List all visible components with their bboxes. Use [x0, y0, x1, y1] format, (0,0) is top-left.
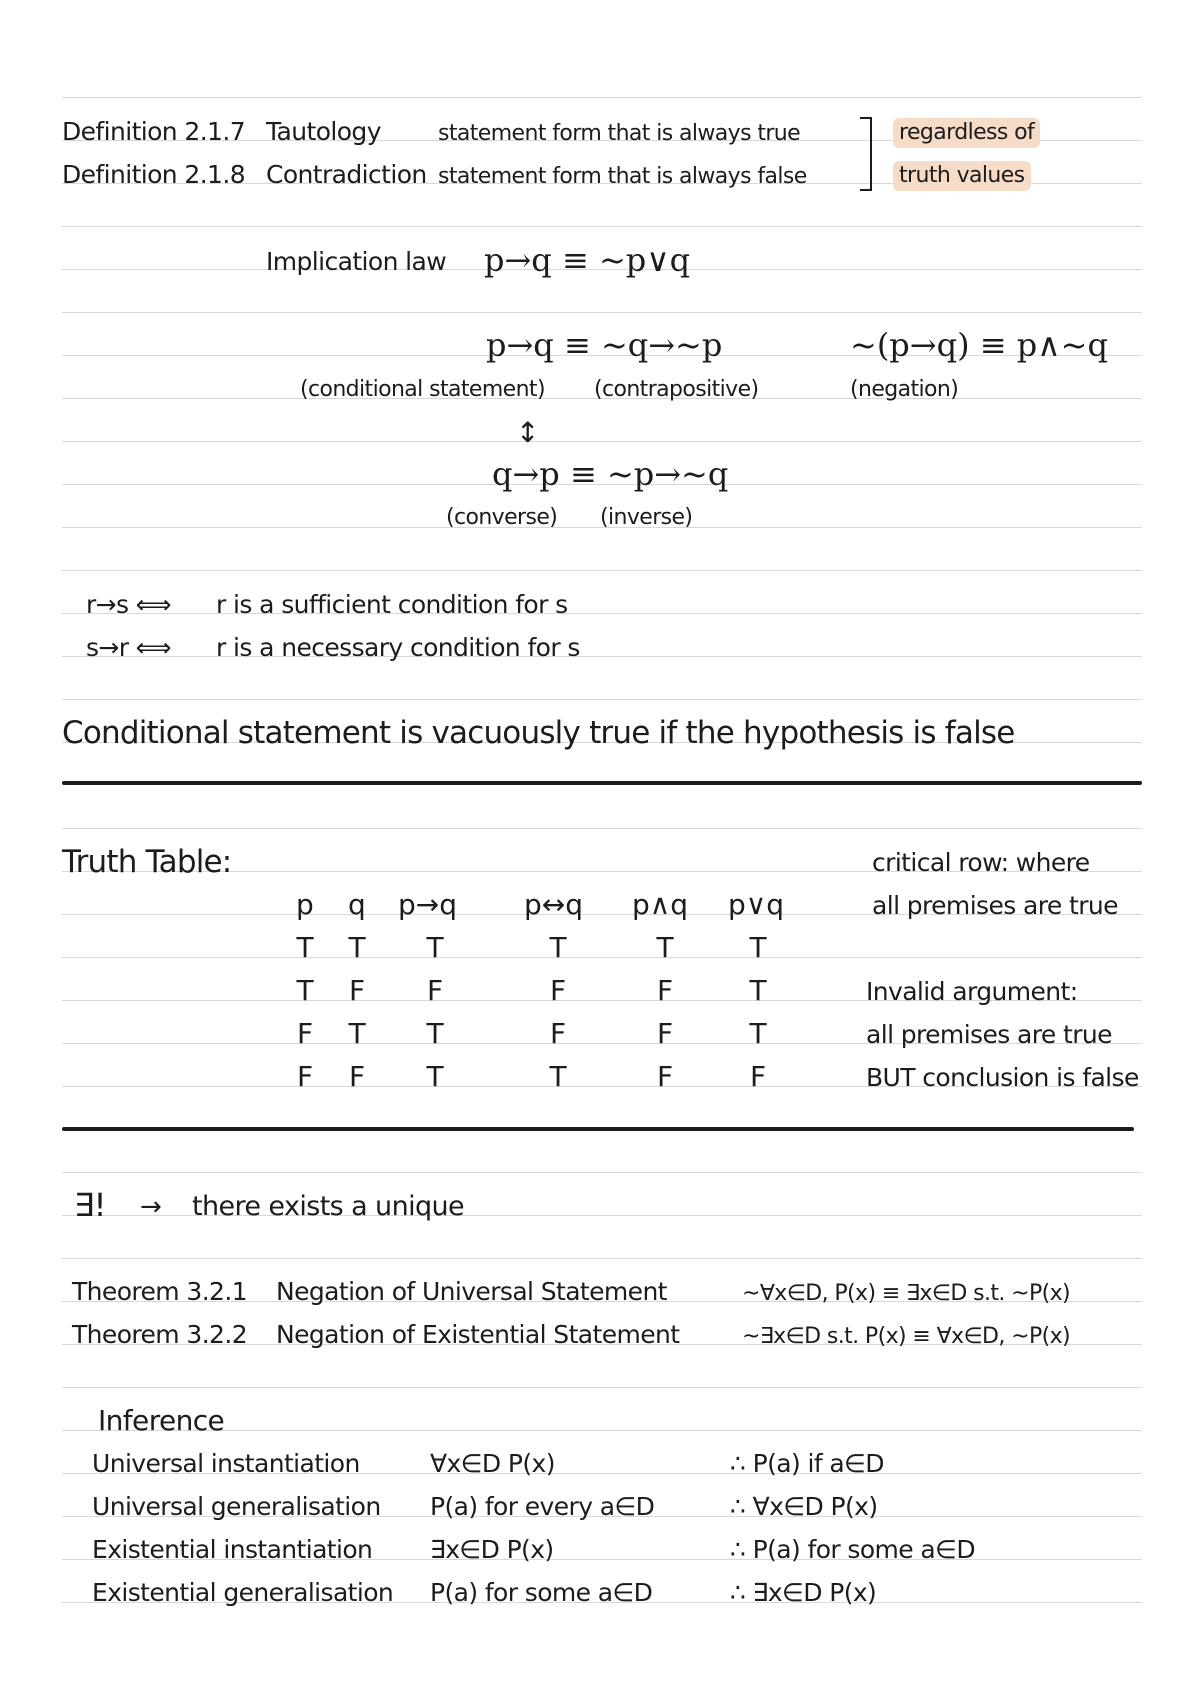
inference-conclusion: ∴ P(a) for some a∈D [730, 1535, 975, 1564]
table-cell: T [656, 931, 674, 964]
inference-title: Inference [98, 1404, 225, 1437]
table-cell: T [426, 1060, 444, 1093]
table-cell: T [426, 1017, 444, 1050]
invalid-argument-note: BUT conclusion is false [866, 1063, 1139, 1092]
inference-conclusion: ∴ ∃x∈D P(x) [730, 1578, 877, 1607]
unique-existence-text: there exists a unique [192, 1191, 465, 1222]
ruled-line [62, 1172, 1142, 1173]
theorem-label: Theorem 3.2.2 [72, 1320, 248, 1349]
ruled-line [62, 312, 1142, 313]
inference-conclusion: ∴ ∀x∈D P(x) [730, 1492, 878, 1521]
condition-text: r is a sufficient condition for s [216, 590, 568, 619]
inference-rule: Universal instantiation [92, 1449, 360, 1478]
inference-conclusion: ∴ P(a) if a∈D [730, 1449, 884, 1478]
ruled-line [62, 441, 1142, 442]
table-cell: F [656, 1060, 674, 1093]
definition-term: Tautology [266, 117, 381, 146]
table-cell: F [348, 974, 366, 1007]
condition-arrow: s→r ⟺ [86, 633, 172, 662]
ruled-line [62, 226, 1142, 227]
table-cell: F [549, 1017, 567, 1050]
theorem-name: Negation of Universal Statement [276, 1277, 667, 1306]
definition-term: Contradiction [266, 160, 427, 189]
table-cell: T [749, 931, 767, 964]
ruled-line [62, 1258, 1142, 1259]
arrow-icon: → [140, 1192, 162, 1222]
converse-formula: q→p ≡ ~p→~q [492, 455, 729, 493]
implication-law-label: Implication law [266, 247, 447, 276]
table-header-cell: q [348, 888, 366, 921]
critical-row-note: critical row: where [872, 848, 1090, 877]
table-cell: T [296, 931, 314, 964]
vacuous-truth-note: Conditional statement is vacuously true if the hypothesis is false [62, 715, 1015, 751]
highlighted-note: regardless of [893, 118, 1040, 148]
ruled-line [62, 828, 1142, 829]
critical-row-note: all premises are true [872, 891, 1118, 920]
negation-label: (negation) [850, 377, 959, 402]
theorem-formula: ~∀x∈D, P(x) ≡ ∃x∈D s.t. ~P(x) [742, 1281, 1071, 1306]
table-cell: F [426, 974, 444, 1007]
inference-rule: Universal generalisation [92, 1492, 381, 1521]
definition-description: statement form that is always true [438, 121, 801, 146]
table-cell: T [549, 1060, 567, 1093]
inference-rule: Existential generalisation [92, 1578, 394, 1607]
contrapositive-formula: p→q ≡ ~q→~p [486, 326, 723, 364]
definition-label: Definition 2.1.7 [62, 117, 246, 146]
table-header-cell: p∧q [632, 888, 689, 921]
negation-formula: ~(p→q) ≡ p∧~q [850, 326, 1108, 364]
table-cell: F [656, 1017, 674, 1050]
contrapositive-label: (contrapositive) [594, 377, 759, 402]
inference-rule: Existential instantiation [92, 1535, 373, 1564]
right-bracket [860, 117, 872, 191]
table-header-cell: p↔q [524, 888, 584, 921]
section-divider [62, 1127, 1134, 1131]
converse-label: (converse) [446, 505, 558, 530]
table-cell: T [348, 931, 366, 964]
truth-table-title: Truth Table: [62, 844, 232, 880]
table-header-cell: p∨q [728, 888, 785, 921]
inverse-label: (inverse) [600, 505, 693, 530]
table-cell: F [749, 1060, 767, 1093]
table-cell: T [749, 974, 767, 1007]
table-cell: T [549, 931, 567, 964]
table-header-cell: p→q [398, 888, 458, 921]
table-cell: F [296, 1017, 314, 1050]
invalid-argument-note: Invalid argument: [866, 977, 1078, 1006]
theorem-label: Theorem 3.2.1 [72, 1277, 248, 1306]
definition-label: Definition 2.1.8 [62, 160, 246, 189]
ruled-line [62, 570, 1142, 571]
theorem-formula: ~∃x∈D s.t. P(x) ≡ ∀x∈D, ~P(x) [742, 1324, 1071, 1349]
table-cell: T [348, 1017, 366, 1050]
table-cell: F [549, 974, 567, 1007]
ruled-line [62, 1387, 1142, 1388]
double-arrow-icon: ↕ [516, 416, 539, 449]
inference-premise: ∀x∈D P(x) [430, 1449, 555, 1478]
definition-description: statement form that is always false [438, 164, 807, 189]
inference-premise: P(a) for some a∈D [430, 1578, 653, 1607]
inference-premise: ∃x∈D P(x) [430, 1535, 554, 1564]
implication-law-formula: p→q ≡ ~p∨q [484, 241, 691, 279]
invalid-argument-note: all premises are true [866, 1020, 1112, 1049]
table-cell: T [749, 1017, 767, 1050]
table-cell: F [656, 974, 674, 1007]
ruled-line [62, 699, 1142, 700]
table-cell: T [426, 931, 444, 964]
section-divider [62, 781, 1142, 785]
inference-premise: P(a) for every a∈D [430, 1492, 655, 1521]
unique-existence-symbol: ∃! [74, 1186, 106, 1224]
table-cell: F [348, 1060, 366, 1093]
table-cell: F [296, 1060, 314, 1093]
table-cell: T [296, 974, 314, 1007]
condition-arrow: r→s ⟺ [86, 590, 172, 619]
highlighted-note: truth values [893, 161, 1031, 191]
table-header-cell: p [296, 888, 314, 921]
condition-text: r is a necessary condition for s [216, 633, 580, 662]
ruled-line [62, 97, 1142, 98]
conditional-statement-label: (conditional statement) [300, 377, 545, 402]
theorem-name: Negation of Existential Statement [276, 1320, 680, 1349]
ruled-line [62, 957, 1142, 958]
